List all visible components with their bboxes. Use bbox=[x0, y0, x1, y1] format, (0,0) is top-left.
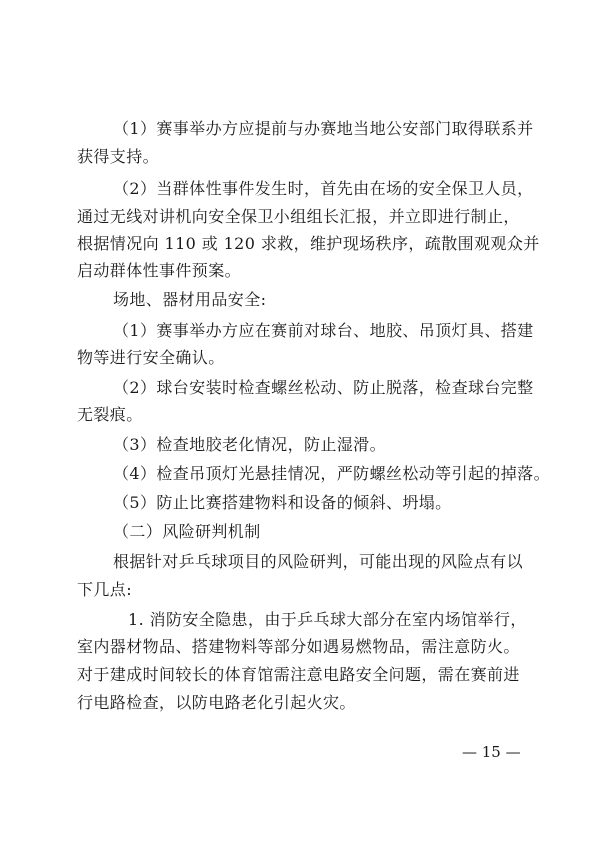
text-line-12: （3）检查地胶老化情况，防止湿滑。 bbox=[113, 435, 386, 454]
text-line-19: 室内器材物品、搭建物料等部分如遇易燃物品，需注意防火。 bbox=[77, 637, 520, 656]
text-line-16: 根据针对乒乓球项目的风险研判，可能出现的风险点有以 bbox=[113, 552, 524, 571]
page-number: — 15 — bbox=[462, 743, 521, 761]
text-line-8: （1）赛事举办方应在赛前对球台、地胶、吊顶灯具、搭建 bbox=[113, 321, 534, 340]
text-line-14: （5）防止比赛搭建物料和设备的倾斜、坍塌。 bbox=[113, 493, 452, 512]
text-line-2: 获得支持。 bbox=[77, 147, 160, 166]
text-line-11: 无裂痕。 bbox=[77, 405, 143, 424]
text-line-4: 通过无线对讲机向安全保卫小组组长汇报，并立即进行制止， bbox=[77, 207, 520, 226]
text-line-7: 场地、器材用品安全: bbox=[113, 290, 267, 309]
text-line-5: 根据情况向 110 或 120 求救，维护现场秩序，疏散围观观众并 bbox=[77, 234, 540, 253]
text-line-21: 行电路检查，以防电路老化引起火灾。 bbox=[77, 693, 356, 712]
text-line-3: （2）当群体性事件发生时，首先由在场的安全保卫人员， bbox=[113, 179, 534, 198]
text-line-10: （2）球台安装时检查螺丝松动、防止脱落，检查球台完整 bbox=[113, 378, 534, 397]
text-line-18: 1. 消防安全隐患，由于乒乓球大部分在室内场馆举行， bbox=[128, 610, 527, 629]
text-line-13: （4）检查吊顶灯光悬挂情况，严防螺丝松动等引起的掉落。 bbox=[113, 464, 550, 483]
text-line-17: 下几点: bbox=[77, 580, 132, 599]
text-line-20: 对于建成时间较长的体育馆需注意电路安全问题，需在赛前进 bbox=[77, 665, 520, 684]
text-line-9: 物等进行安全确认。 bbox=[77, 348, 225, 367]
text-line-1: （1）赛事举办方应提前与办赛地当地公安部门取得联系并 bbox=[113, 119, 534, 138]
section-heading: （二）风险研判机制 bbox=[113, 522, 261, 541]
text-line-6: 启动群体性事件预案。 bbox=[77, 261, 242, 280]
